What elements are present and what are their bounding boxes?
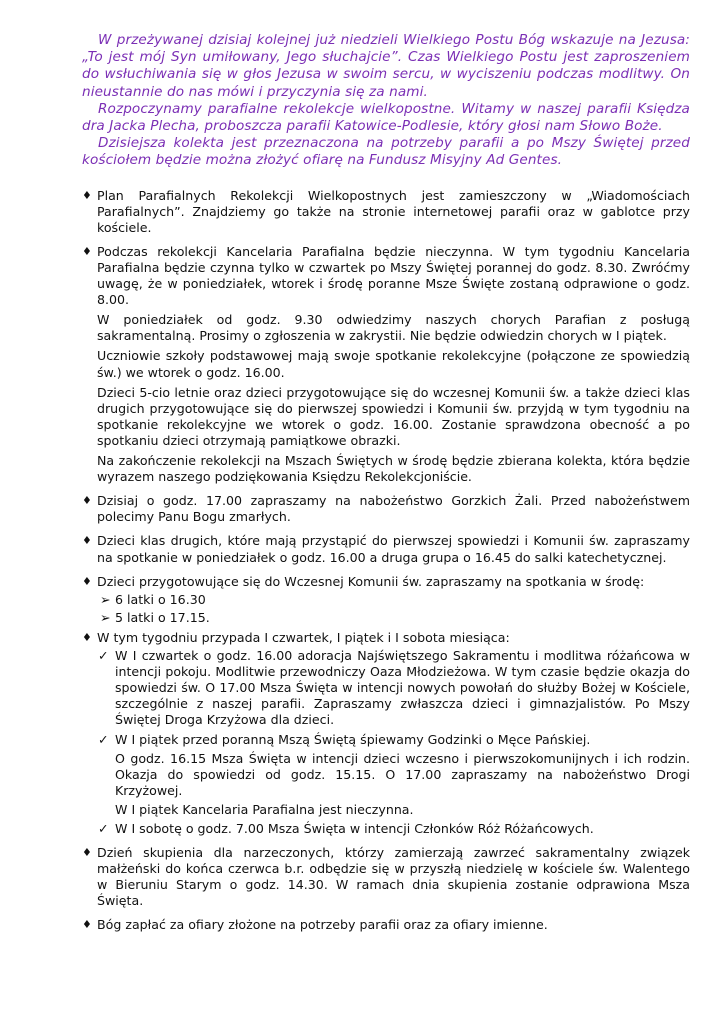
announcement-uczniowie: Uczniowie szkoły podstawowej mają swoje spotkanie rekolekcyjne (połączone ze spowiedzią św.) we wtorek o godz. 16.00. (97, 348, 690, 380)
announcement-dzieci: Dzieci 5-cio letnie oraz dzieci przygotowujące się do wczesnej Komunii św. a także dzieci klas drugich przygotowujące się do pierwszej spowiedzi i Komunii św. przyjdą w tym tygodniu na spotkanie rekolekcyjne we wtorek o godz. 16.00. Zostanie sprawdzona obecność a po spotkaniu dzieci otrzymają pamiątkowe obrazki. (97, 384, 690, 448)
check-bullet-icon: ✓ (98, 732, 109, 748)
announcement-narzeczeni: Dzień skupienia dla narzeczonych, którzy zamierzają zawrzeć sakramentalny związek małżeński do końca czerwca b.r. odbędzie się w przyszłą niedzielę w kościele św. Walentego w Bieruniu Starym o godz. 14.30. W ramach dnia skupienia zostanie odprawiona Msza Święta. (97, 845, 690, 909)
announcement-piatek-details: O godz. 16.15 Msza Święta w intencji dzieci wczesno i pierwszokomunijnych i ich rodzin. Okazja do spowiedzi od godz. 15.15. O 17.00 zapraszamy na nabożeństwo Drogi Krzyżowej. (115, 750, 690, 798)
diamond-bullet-icon: ♦ (82, 574, 92, 588)
list-item (82, 592, 690, 608)
list-item (82, 732, 690, 748)
list-item (82, 821, 690, 837)
announcement-piatek: W I piątek przed poranną Mszą Świętą śpiewamy Godzinki o Męce Pańskiej. (115, 732, 591, 748)
check-bullet-icon: ✓ (98, 647, 109, 663)
list-item (82, 188, 690, 236)
list-item (82, 630, 690, 646)
check-bullet-icon: ✓ (98, 820, 109, 836)
list-item (82, 648, 690, 728)
intro-paragraph-retreat: Rozpoczynamy parafialne rekolekcje wielkopostne. Witamy w naszej parafii Księdza dra Jacka Plecha, proboszcza parafii Katowice-Podlesie, który głosi nam Słowo Boże. (82, 100, 690, 135)
list-item (82, 244, 690, 485)
intro-paragraph-collection: Dzisiejsza kolekta jest przeznaczona na potrzeby parafii a po Mszy Świętej przed kościołem będzie można złożyć ofiarę na Fundusz Misyjny Ad Gentes. (82, 135, 690, 169)
arrow-bullet-icon: ➢ (100, 591, 111, 607)
diamond-bullet-icon: ♦ (82, 918, 92, 932)
announcement-chorzy: W poniedziałek od godz. 9.30 odwiedzimy naszych chorych Parafian z posługą sakramentalną. Prosimy o zgłoszenia w zakrystii. Nie będzie odwiedzin chorych w I piątek. (97, 312, 690, 344)
announcement-kolekta: Na zakończenie rekolekcji na Mszach Świętych w środę będzie zbierana kolekta, która będzie wyrazem naszego podziękowania Księdzu Rekolekcjoniście. (97, 453, 690, 485)
list-item (82, 917, 690, 933)
arrow-bullet-icon: ➢ (100, 609, 111, 625)
list-item (82, 845, 690, 909)
diamond-bullet-icon: ♦ (82, 494, 92, 508)
diamond-bullet-icon: ♦ (82, 188, 92, 202)
diamond-bullet-icon: ♦ (82, 244, 92, 258)
list-item (82, 574, 690, 590)
diamond-bullet-icon: ♦ (82, 846, 92, 859)
list-item (82, 610, 690, 626)
diamond-bullet-icon: ♦ (82, 534, 92, 548)
intro-section (82, 32, 690, 170)
group-6-latki: 6 latki o 16.30 (115, 591, 206, 607)
announcement-piatek-kancelaria: W I piątek Kancelaria Parafialna jest nieczynna. (115, 801, 414, 817)
announcement-kancelaria: Podczas rekolekcji Kancelaria Parafialna będzie nieczynna. W tym tygodniu Kancelaria Parafialna będzie czynna tylko w czwartek po Mszy Świętej porannej do godz. 8.30. Zwróćmy uwagę, że w poniedziałek, wtorek i środę poranne Msze Święte zostaną odprawione o godz. 8.00. (97, 243, 690, 308)
announcement-podziekowanie: Bóg zapłać za ofiary złożone na potrzeby parafii oraz za ofiary imienne. (97, 917, 548, 933)
announcement-gorzkie-zale: Dzisiaj o godz. 17.00 zapraszamy na nabożeństwo Gorzkich Żali. Przed nabożeństwem polecimy Panu Bogu zmarłych. (97, 493, 690, 525)
announcements-page (82, 32, 690, 941)
retreat-details (97, 312, 690, 485)
announcement-plan: Plan Parafialnych Rekolekcji Wielkopostnych jest zamieszczony w „Wiadomościach Parafialnych”. Znajdziemy go także na stronie internetowej parafii oraz w gablotce przy kościele. (97, 187, 690, 235)
announcement-wczesna-komunia: Dzieci przygotowujące się do Wczesnej Komunii św. zapraszamy na spotkania w środę: (97, 573, 645, 589)
announcement-czwartek: W I czwartek o godz. 16.00 adoracja Najświętszego Sakramentu i modlitwa różańcowa w intencji pokoju. Modlitwie przewodniczy Oaza Młodzieżowa. W tym czasie będzie okazja do spowiedzi św. O 17.00 Msza Święta w intencji nowych powołań do służby Bożej w Kościele, szczególnie z naszej parafii. Zapraszamy zwłaszcza dzieci i gimnazjalistów. Po Mszy Świętej Droga Krzyżowa dla dzieci. (115, 647, 690, 728)
intro-paragraph-lent: W przeżywanej dzisiaj kolejnej już niedzieli Wielkiego Postu Bóg wskazuje na Jezusa: „To jest mój Syn umiłowany, Jego słuchajcie”. Czas Wielkiego Postu jest zaproszeniem do wsłuchiwania się w głos Jezusa w swoim sercu, w wyciszeniu podczas modlitwy. On nieustannie do nas mówi i przyczynia się za nami. (82, 32, 690, 100)
list-item (82, 533, 690, 565)
announcement-sobota: W I sobotę o godz. 7.00 Msza Święta w intencji Członków Róż Różańcowych. (115, 820, 594, 836)
list-item (82, 493, 690, 525)
announcement-tydzien: W tym tygodniu przypada I czwartek, I piątek i I sobota miesiąca: (97, 629, 510, 645)
diamond-bullet-icon: ♦ (82, 630, 92, 644)
group-5-latki: 5 latki o 17.15. (115, 609, 210, 625)
announcements-list (82, 188, 690, 934)
announcement-klasy-drugie: Dzieci klas drugich, które mają przystąpić do pierwszej spowiedzi i Komunii św. zapraszamy na spotkanie w poniedziałek o godz. 16.00 a druga grupa o 16.45 do salki katechetycznej. (97, 533, 690, 565)
